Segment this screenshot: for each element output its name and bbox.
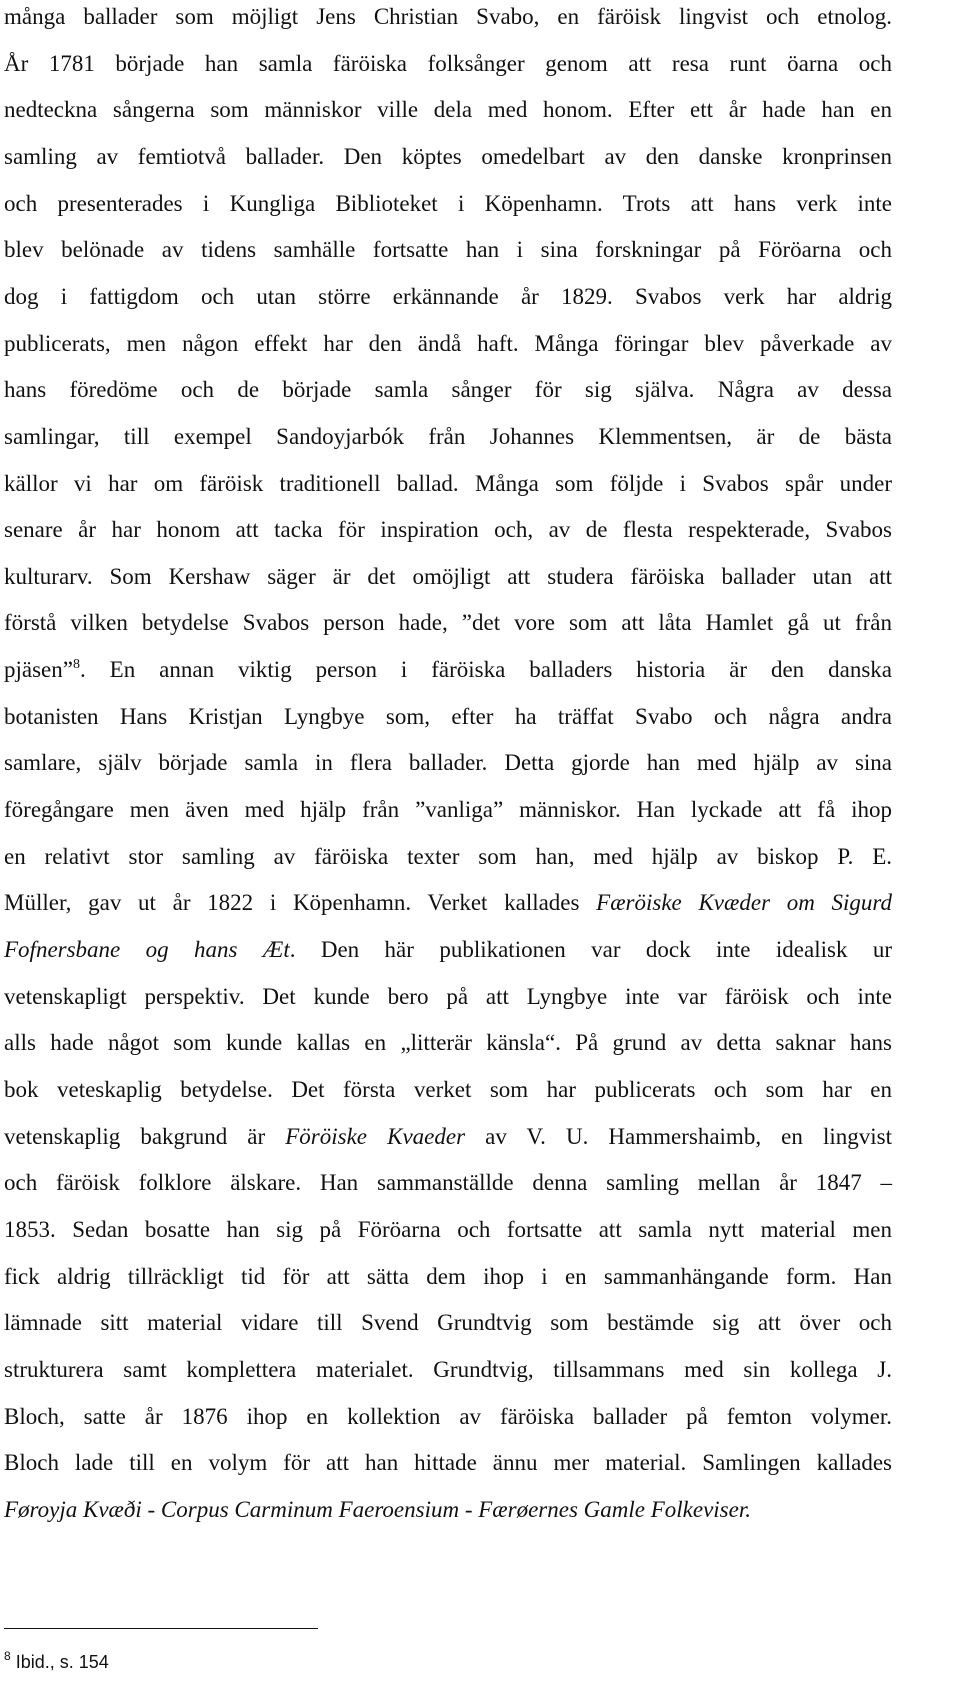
text-line <box>4 980 892 1014</box>
text-line <box>4 560 892 594</box>
text-segment: botanisten Hans Kristjan Lyngbye som, efter ha träffat Svabo och några andra <box>4 703 892 729</box>
text-line <box>4 1400 892 1434</box>
text-line <box>4 93 892 127</box>
text-line <box>4 653 892 687</box>
text-line <box>4 840 892 874</box>
text-segment: samlare, själv började samla in flera ballader. Detta gjorde han med hjälp av sina <box>4 750 892 776</box>
text-line <box>4 933 892 967</box>
text-line <box>4 233 892 267</box>
text-line <box>4 1120 892 1154</box>
text-line <box>4 420 892 454</box>
text-segment: blev belönade av tidens samhälle fortsatte han i sina forskningar på Föröarna och <box>4 237 892 263</box>
text-line <box>4 1306 892 1340</box>
text-segment: publicerats, men någon effekt har den ändå haft. Många föringar blev påverkade av <box>4 330 892 356</box>
text-line <box>4 280 892 314</box>
footnote <box>4 1645 109 1679</box>
text-segment: och färöisk folklore älskare. Han sammanställde denna samling mellan år 1847 – <box>4 1170 892 1196</box>
text-segment: föregångare men även med hjälp från ”vanliga” människor. Han lyckade att få ihop <box>4 797 892 822</box>
italic-title: Færöiske Kvæder om Sigurd <box>596 890 892 916</box>
text-line <box>4 513 892 547</box>
text-line <box>4 606 892 640</box>
text-line <box>4 1493 892 1527</box>
text-segment: många ballader som möjligt Jens Christian Svabo, en färöisk lingvist och etnolog. <box>4 4 892 29</box>
text-segment: År 1781 började han samla färöiska folksånger genom att resa runt öarna och <box>4 50 892 76</box>
text-segment: . En annan viktig person i färöiska balladers historia är den danska <box>79 657 892 683</box>
text-segment: och presenterades i Kungliga Biblioteket i Köpenhamn. Trots att hans verk inte <box>4 190 892 216</box>
text-line <box>4 47 892 81</box>
text-line <box>4 0 892 34</box>
text-segment: en relativt stor samling av färöiska texter som han, med hjälp av biskop P. E. <box>4 843 892 869</box>
footnote-reference: 8 <box>72 657 80 673</box>
text-segment: av V. U. Hammershaimb, en lingvist <box>465 1123 892 1149</box>
text-segment: alls hade något som kunde kallas en „litterär känsla“. På grund av detta saknar hans <box>4 1030 892 1056</box>
text-line <box>4 1260 892 1294</box>
text-segment: samling av femtiotvå ballader. Den köptes omedelbart av den danske kronprinsen <box>4 143 892 169</box>
text-segment: vetenskaplig bakgrund är <box>4 1123 286 1149</box>
footnote-separator <box>4 1628 318 1629</box>
text-segment: vetenskapligt perspektiv. Det kunde bero på att Lyngbye inte var färöisk och inte <box>4 983 892 1009</box>
text-segment: senare år har honom att tacka för inspiration och, av de flesta respekterade, Svabos <box>4 517 892 543</box>
text-segment: samlingar, till exempel Sandoyjarbók från Johannes Klemmentsen, är de bästa <box>4 423 892 449</box>
text-line <box>4 327 892 361</box>
text-segment: bok veteskaplig betydelse. Det första verket som har publicerats och som har en <box>4 1077 892 1102</box>
text-line <box>4 467 892 501</box>
footnote-text: Ibid., s. 154 <box>15 1652 109 1672</box>
text-segment: pjäsen” <box>4 657 73 683</box>
text-line <box>4 187 892 221</box>
text-line <box>4 1353 892 1387</box>
text-line <box>4 700 892 734</box>
text-segment: fick aldrig tillräckligt tid för att sätta dem ihop i en sammanhängande form. Han <box>4 1263 892 1289</box>
text-line <box>4 746 892 780</box>
text-line <box>4 1446 892 1480</box>
text-segment: Bloch, satte år 1876 ihop en kollektion av färöiska ballader på femton volymer. <box>4 1403 892 1429</box>
text-line <box>4 1213 892 1247</box>
text-segment: strukturera samt komplettera materialet. Grundtvig, tillsammans med sin kollega J. <box>4 1356 892 1382</box>
text-segment: nedteckna sångerna som människor ville dela med honom. Efter ett år hade han en <box>4 97 892 123</box>
text-line <box>4 1026 892 1060</box>
text-segment: dog i fattigdom och utan större erkännande år 1829. Svabos verk har aldrig <box>4 283 892 309</box>
text-line <box>4 1073 892 1107</box>
italic-title: Fofnersbane og hans Æt <box>4 937 290 962</box>
text-segment: förstå vilken betydelse Svabos person hade, ”det vore som att låta Hamlet gå ut från <box>4 610 892 636</box>
text-segment: lämnade sitt material vidare till Svend Grundtvig som bestämde sig att över och <box>4 1310 892 1336</box>
italic-title: Føroyja Kvæði - Corpus Carminum Faeroensium - Færøernes Gamle Folkeviser. <box>4 1496 751 1522</box>
text-line <box>4 886 892 920</box>
italic-title: Föröiske Kvaeder <box>285 1123 466 1149</box>
text-segment: 1853. Sedan bosatte han sig på Föröarna och fortsatte att samla nytt material men <box>4 1216 892 1242</box>
text-segment: källor vi har om färöisk traditionell ballad. Många som följde i Svabos spår under <box>4 470 892 496</box>
text-segment: Bloch lade till en volym för att han hittade ännu mer material. Samlingen kallades <box>4 1450 892 1476</box>
text-segment: hans föredöme och de började samla sånger för sig själva. Några av dessa <box>4 377 892 403</box>
text-line <box>4 140 892 174</box>
text-line <box>4 373 892 407</box>
text-segment: . Den här publikationen var dock inte idealisk ur <box>289 937 892 962</box>
text-segment: kulturarv. Som Kershaw säger är det omöjligt att studera färöiska ballader utan att <box>4 563 892 589</box>
text-segment: Müller, gav ut år 1822 i Köpenhamn. Verket kallades <box>4 890 597 916</box>
text-line <box>4 793 892 827</box>
footnote-number: 8 <box>4 1649 11 1663</box>
text-line <box>4 1166 892 1200</box>
